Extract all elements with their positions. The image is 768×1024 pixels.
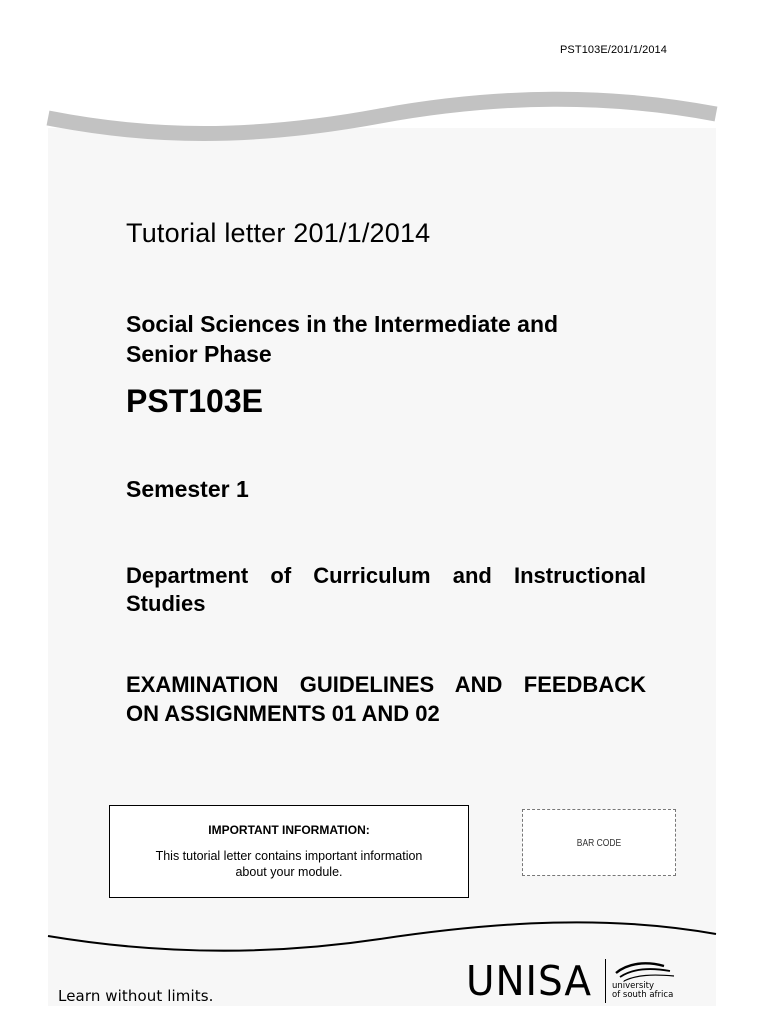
department-name-line2: Studies [126, 591, 206, 616]
module-code: PST103E [126, 383, 263, 419]
important-information-heading: IMPORTANT INFORMATION: [208, 823, 370, 837]
barcode-placeholder [522, 809, 676, 876]
tagline: Learn without limits. [58, 987, 214, 1005]
important-information-text [129, 848, 449, 880]
exam-guidelines-line2: ON ASSIGNMENTS 01 AND 02 [126, 701, 440, 726]
top-wave-band [0, 80, 768, 150]
logo-subtitle-line1: university [612, 981, 655, 991]
barcode-label: BAR CODE [576, 838, 622, 849]
important-information-box [109, 805, 469, 898]
department-name [126, 562, 646, 618]
tutorial-letter-title: Tutorial letter 201/1/2014 [126, 218, 431, 248]
logo-wordmark: UNISA [466, 957, 592, 1005]
module-subject-line2: Senior Phase [126, 341, 272, 367]
department-name-line1: Department of Curriculum and Instructional [126, 563, 646, 588]
exam-guidelines-heading [126, 670, 646, 728]
unisa-logo [466, 955, 716, 1007]
logo-subtitle [612, 982, 673, 1000]
logo-divider [605, 959, 606, 1003]
important-information-text-line1: This tutorial letter contains important information [155, 849, 423, 863]
semester-label: Semester 1 [126, 476, 249, 502]
module-subject [126, 309, 646, 369]
logo-subtitle-line2: of south africa [612, 990, 674, 1000]
document-reference-code: PST103E/201/1/2014 [560, 44, 667, 56]
important-information-text-line2: about your module. [235, 865, 343, 879]
exam-guidelines-line1: EXAMINATION GUIDELINES AND FEEDBACK [126, 672, 646, 697]
module-subject-line1: Social Sciences in the Intermediate and [126, 311, 559, 337]
logo-swoosh-icon [612, 957, 678, 983]
